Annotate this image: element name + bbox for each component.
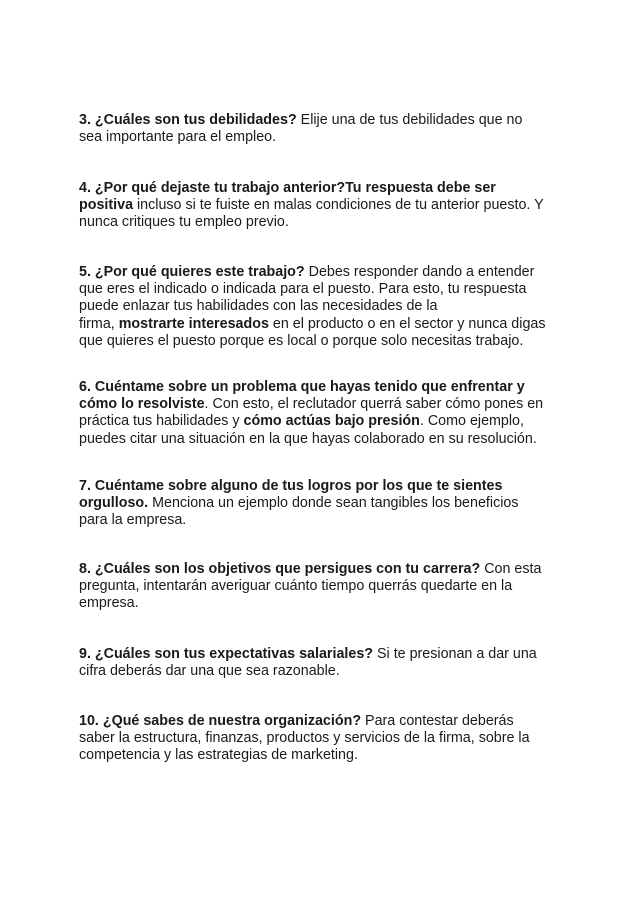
bold-text: 10. ¿Qué sabes de nuestra organización? <box>79 713 362 729</box>
text-line <box>79 561 559 578</box>
body-text: sea importante para el empleo. <box>79 129 277 146</box>
bold-text: 8. ¿Cuáles son los objetivos que persigues con tu carrera? <box>79 561 481 577</box>
body-text: Debes responder dando a entender <box>304 264 535 280</box>
body-text: puede enlazar tus habilidades con las necesidades de la <box>79 298 438 315</box>
bold-text: mostrarte interesados <box>118 315 269 332</box>
body-text: cifra deberás dar una que sea razonable. <box>79 663 340 680</box>
text-line <box>79 713 559 730</box>
body-text: en el producto o en el sector y nunca digas <box>268 315 546 332</box>
question-3 <box>79 112 559 146</box>
question-6 <box>79 379 559 448</box>
question-4 <box>79 180 559 232</box>
bold-text: 9. ¿Cuáles son tus expectativas salariales? <box>79 646 374 662</box>
question-8 <box>79 561 559 613</box>
question-10 <box>79 713 559 765</box>
text-line <box>79 129 559 146</box>
text-line <box>79 264 559 281</box>
question-5 <box>79 264 559 350</box>
bold-text: 6. Cuéntame sobre un problema que hayas tenido que enfrentar y <box>79 379 525 395</box>
text-line <box>79 646 559 663</box>
text-line <box>79 512 559 529</box>
body-text: práctica tus habilidades y <box>79 413 244 430</box>
bold-text: cómo lo resolviste <box>79 396 205 413</box>
body-text: nunca critiques tu empleo previo. <box>79 214 289 231</box>
body-text: incluso si te fuiste en malas condiciones de tu anterior puesto. Y <box>133 197 544 214</box>
body-text: que quieres el puesto porque es local o porque solo necesitas trabajo. <box>79 332 524 349</box>
text-line <box>79 595 559 612</box>
text-line <box>79 281 559 298</box>
text-line <box>79 495 559 512</box>
question-7 <box>79 478 559 530</box>
text-line <box>79 747 559 764</box>
body-text: saber la estructura, finanzas, productos y servicios de la firma, sobre la <box>79 730 530 747</box>
text-line <box>79 333 559 350</box>
bold-text: cómo actúas bajo presión <box>243 413 420 430</box>
body-text: Para contestar deberás <box>361 713 514 729</box>
text-line <box>79 663 559 680</box>
body-text: firma, <box>79 315 119 332</box>
text-line <box>79 180 559 197</box>
body-text: empresa. <box>79 595 139 612</box>
body-text: que eres el indicado o indicada para el puesto. Para esto, tu respuesta <box>79 281 527 298</box>
text-line <box>79 578 559 595</box>
text-line <box>79 478 559 495</box>
text-line <box>79 413 559 430</box>
body-text: Menciona un ejemplo donde sean tangibles los beneficios <box>148 495 519 512</box>
body-text: Elije una de tus debilidades que no <box>296 112 523 128</box>
body-text: . Como ejemplo, <box>419 413 524 430</box>
body-text: Si te presionan a dar una <box>373 646 537 662</box>
text-line <box>79 112 559 129</box>
text-line <box>79 197 559 214</box>
text-line <box>79 298 559 315</box>
text-line <box>79 379 559 396</box>
question-9 <box>79 646 559 680</box>
body-text: . Con esto, el reclutador querrá saber cómo pones en <box>204 396 544 413</box>
bold-text: 3. ¿Cuáles son tus debilidades? <box>79 112 297 128</box>
text-line <box>79 431 559 448</box>
body-text: para la empresa. <box>79 512 187 529</box>
body-text: puedes citar una situación en la que hayas colaborado en su resolución. <box>79 430 537 447</box>
bold-text: 5. ¿Por qué quieres este trabajo? <box>79 264 305 280</box>
text-line <box>79 214 559 231</box>
bold-text: positiva <box>79 197 134 214</box>
text-line <box>79 730 559 747</box>
text-line <box>79 316 559 333</box>
text-line <box>79 396 559 413</box>
bold-text: 7. Cuéntame sobre alguno de tus logros por los que te sientes <box>79 478 503 494</box>
body-text: pregunta, intentarán averiguar cuánto tiempo querrás quedarte en la <box>79 578 513 595</box>
bold-text: 4. ¿Por qué dejaste tu trabajo anterior?Tu respuesta debe ser <box>79 180 496 196</box>
bold-text: orgulloso. <box>79 495 149 512</box>
body-text: competencia y las estrategias de marketing. <box>79 747 358 764</box>
body-text: Con esta <box>480 561 542 577</box>
